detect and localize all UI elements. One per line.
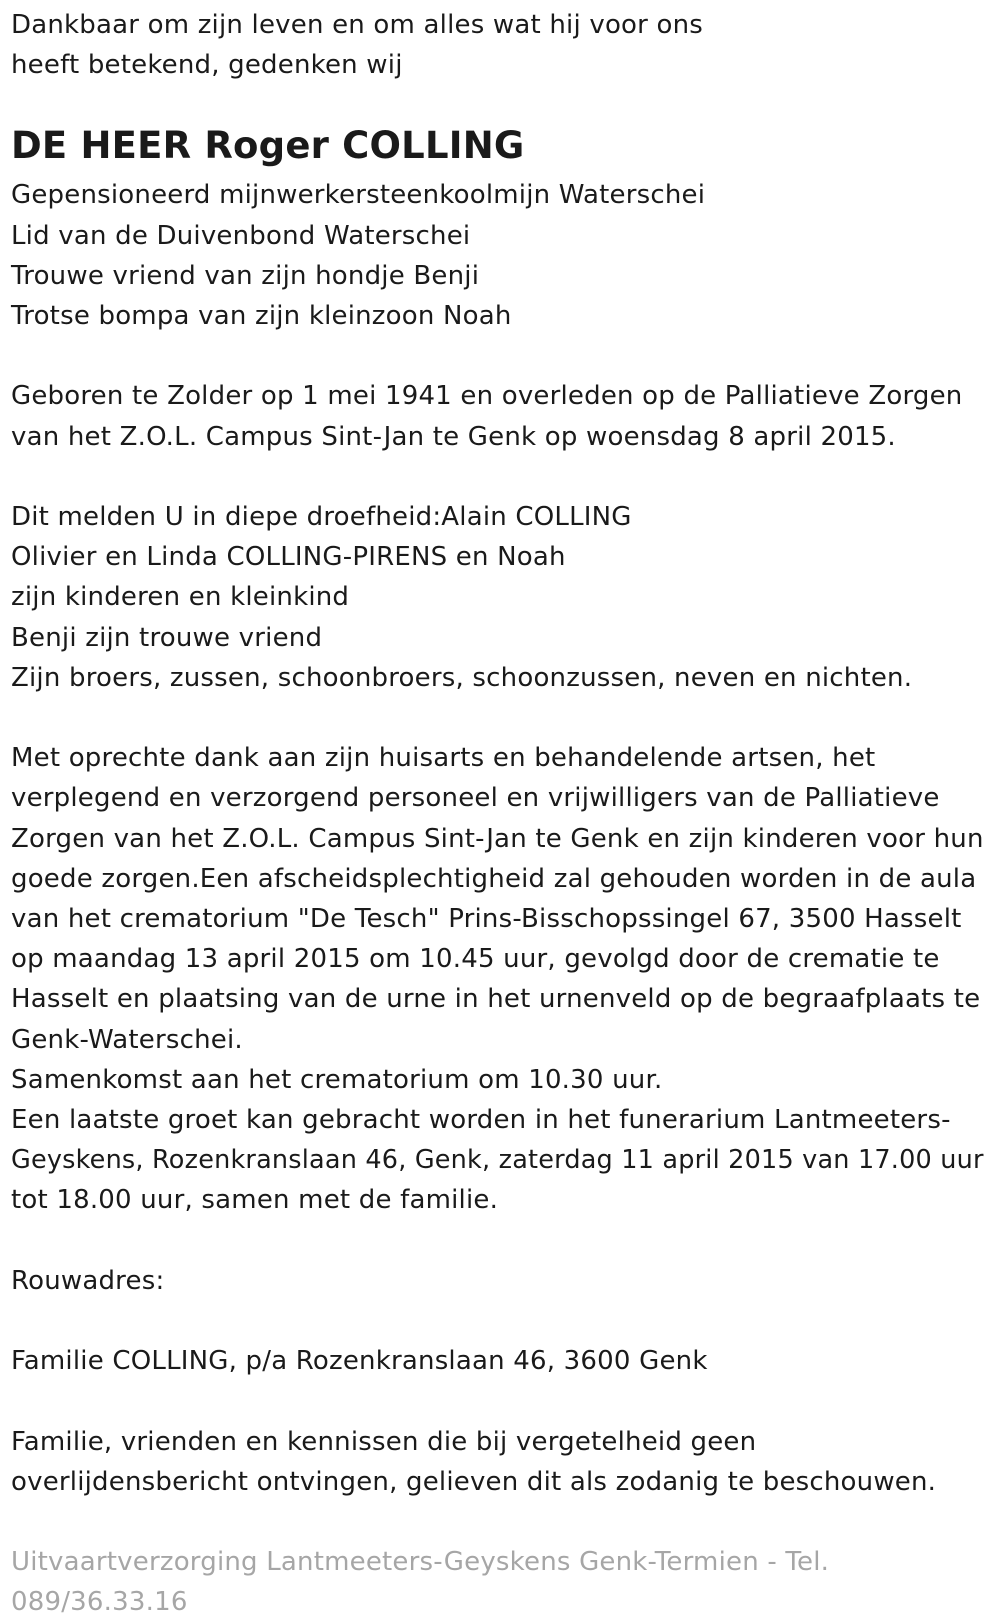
announcer-line: Benji zijn trouwe vriend (11, 622, 323, 653)
announcer-line: Zijn broers, zussen, schoonbroers, schoonzussen, neven en nichten. (11, 662, 913, 693)
ceremony-line: tot 18.00 uur, samen met de familie. (11, 1185, 499, 1216)
intro-line: heeft betekend, gedenken wij (11, 50, 403, 81)
announcers-paragraph (11, 497, 989, 698)
ceremony-line: Samenkomst aan het crematorium om 10.30 uur. (11, 1064, 663, 1095)
roles-list (11, 175, 989, 336)
birth-death-line: van het Z.O.L. Campus Sint-Jan te Genk op woensdag 8 april 2015. (11, 421, 896, 452)
mourning-address: Familie COLLING, p/a Rozenkranslaan 46, 3600 Genk (11, 1346, 708, 1377)
notice-line: overlijdensbericht ontvingen, gelieven dit als zodanig te beschouwen. (11, 1466, 937, 1497)
ceremony-line: van het crematorium "De Tesch" Prins-Bisschopssingel 67, 3500 Hasselt (11, 904, 962, 935)
role-line: Trotse bompa van zijn kleinzoon Noah (11, 301, 512, 332)
intro-text (11, 5, 989, 85)
footer-line: Uitvaartverzorging Lantmeeters-Geyskens Genk-Termien - Tel. (11, 1547, 830, 1578)
ceremony-line: op maandag 13 april 2015 om 10.45 uur, gevolgd door de crematie te (11, 944, 940, 975)
ceremony-line: Genk-Waterschei. (11, 1024, 243, 1055)
footer-line: 089/36.33.16 (11, 1587, 188, 1618)
intro-line: Dankbaar om zijn leven en om alles wat hij voor ons (11, 10, 704, 40)
ceremony-line: Hasselt en plaatsing van de urne in het urnenveld op de begraafplaats te (11, 984, 981, 1015)
spacer (11, 698, 989, 738)
announcer-line: Dit melden U in diepe droefheid:Alain COLLING (11, 502, 632, 532)
birth-death-line: Geboren te Zolder op 1 mei 1941 en overleden op de Palliatieve Zorgen (11, 381, 963, 412)
funeral-home-footer (11, 1542, 989, 1622)
spacer (11, 1301, 989, 1341)
announcer-line: zijn kinderen en kleinkind (11, 582, 350, 613)
ceremony-line: Zorgen van het Z.O.L. Campus Sint-Jan te Genk en zijn kinderen voor hun (11, 823, 984, 854)
spacer (11, 336, 989, 376)
ceremony-line: Met oprechte dank aan zijn huisarts en behandelende artsen, het (11, 743, 876, 774)
mourning-address-label: Rouwadres: (11, 1265, 165, 1296)
thanks-ceremony-paragraph (11, 738, 989, 1220)
ceremony-line: verplegend en verzorgend personeel en vrijwilligers van de Palliatieve (11, 783, 940, 814)
spacer (11, 457, 989, 497)
notice-line: Familie, vrienden en kennissen die bij vergetelheid geen (11, 1426, 757, 1457)
spacer (11, 1221, 989, 1261)
role-line: Gepensioneerd mijnwerkersteenkoolmijn Waterschei (11, 180, 706, 211)
ceremony-line: Geyskens, Rozenkranslaan 46, Genk, zaterdag 11 april 2015 van 17.00 uur (11, 1145, 984, 1176)
announcer-line: Olivier en Linda COLLING-PIRENS en Noah (11, 542, 566, 573)
deceased-name: DE HEER Roger COLLING (11, 124, 525, 168)
spacer (11, 1502, 989, 1542)
ceremony-line: Een laatste groet kan gebracht worden in het funerarium Lantmeeters- (11, 1105, 951, 1136)
birth-death-paragraph (11, 376, 989, 456)
role-line: Lid van de Duivenbond Waterschei (11, 220, 471, 251)
ceremony-line: goede zorgen.Een afscheidsplechtigheid zal gehouden worden in de aula (11, 863, 977, 894)
spacer (11, 1381, 989, 1421)
role-line: Trouwe vriend van zijn hondje Benji (11, 260, 480, 291)
notice-paragraph (11, 1422, 989, 1502)
